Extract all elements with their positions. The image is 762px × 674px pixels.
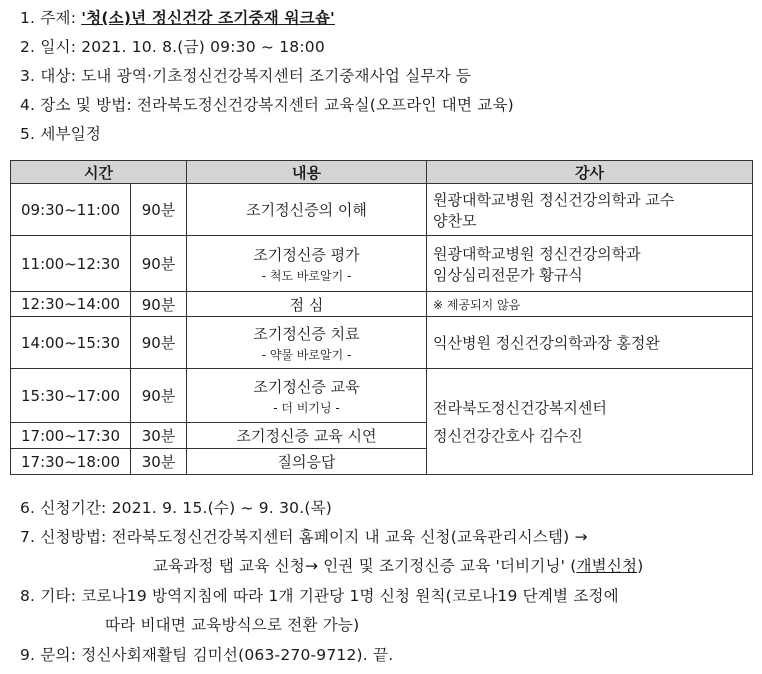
lecturer-line: 정신건강간호사 김수진 [433, 426, 583, 445]
duration-cell: 90분 [131, 184, 187, 236]
content-cell [187, 369, 427, 423]
time-cell: 12:30~14:00 [11, 292, 131, 317]
content-cell [187, 423, 427, 449]
method-line-end: ) [637, 557, 644, 575]
header-time: 시간 [11, 161, 187, 184]
duration-cell: 90분 [131, 236, 187, 292]
lecturer-line: 양찬모 [433, 211, 477, 230]
lecturer-line: 전라북도정신건강복지센터 [433, 398, 607, 417]
time-cell: 14:00~15:30 [11, 317, 131, 369]
lecturer-cell [427, 236, 753, 292]
lecturer-cell [427, 292, 753, 317]
time-cell: 09:30~11:00 [11, 184, 131, 236]
item-number: 2. [20, 38, 36, 56]
table-row [11, 184, 753, 236]
table-row [11, 369, 753, 423]
header-content: 내용 [187, 161, 427, 184]
period-text: 신청기간: 2021. 9. 15.(수) ~ 9. 30.(목) [40, 499, 332, 517]
table-row [11, 236, 753, 292]
content-title: 조기정신증 치료 [253, 324, 360, 343]
item-etc [20, 584, 619, 606]
lecturer-line: 임상심리전문가 황규식 [433, 265, 583, 284]
content-cell [187, 236, 427, 292]
content-title: 질의응답 [277, 453, 336, 471]
item-number: 7. [20, 528, 36, 546]
duration-cell: 90분 [131, 292, 187, 317]
item-number: 4. [20, 96, 36, 114]
topic-label: 주제: [40, 9, 77, 27]
etc-line: 따라 비대면 교육방식으로 전환 가능) [105, 616, 360, 634]
method-line: 교육과정 탭 교육 신청→ 인권 및 조기정신증 교육 '더비기닝' ( [153, 557, 577, 575]
content-title: 조기정신증 평가 [253, 245, 360, 264]
content-title: 점 심 [289, 295, 324, 314]
content-cell [187, 449, 427, 475]
content-title: 조기정신증의 이해 [246, 201, 367, 219]
duration-cell: 90분 [131, 317, 187, 369]
item-number: 9. [20, 646, 36, 664]
date-text: 일시: 2021. 10. 8.(금) 09:30 ~ 18:00 [40, 38, 325, 56]
item-period [20, 496, 332, 518]
individual-apply-text: 개별신청 [576, 557, 638, 575]
lecturer-cell [427, 369, 753, 475]
target-text: 대상: 도내 광역·기초정신건강복지센터 조기중재사업 실무자 등 [40, 67, 472, 85]
content-cell [187, 292, 427, 317]
time-cell: 15:30~17:00 [11, 369, 131, 423]
item-contact [20, 643, 393, 665]
item-topic [20, 6, 335, 28]
lecturer-note: ※ 제공되지 않음 [433, 297, 521, 312]
time-cell: 11:00~12:30 [11, 236, 131, 292]
item-target [20, 64, 471, 86]
lecturer-cell [427, 317, 753, 369]
content-cell [187, 317, 427, 369]
lecturer-cell [427, 184, 753, 236]
item-number: 5. [20, 125, 36, 143]
item-etc-cont [105, 613, 359, 635]
item-number: 1. [20, 9, 36, 27]
content-subtitle: - 더 비기닝 - [273, 400, 340, 415]
content-cell [187, 184, 427, 236]
item-number: 6. [20, 499, 36, 517]
lecturer-line: 원광대학교병원 정신건강의학과 교수 [433, 190, 675, 209]
etc-line: 기타: 코로나19 방역지침에 따라 1개 기관당 1명 신청 원칙(코로나19 단계별 조정에 [40, 587, 619, 605]
content-title: 조기정신증 교육 시연 [236, 427, 377, 445]
duration-cell: 30분 [131, 449, 187, 475]
lecturer-line: 원광대학교병원 정신건강의학과 [433, 244, 641, 263]
schedule-heading: 세부일정 [40, 125, 102, 143]
contact-text: 문의: 정신사회재활팀 김미선(063-270-9712). 끝. [40, 646, 394, 664]
time-cell: 17:00~17:30 [11, 423, 131, 449]
place-text: 장소 및 방법: 전라북도정신건강복지센터 교육실(오프라인 대면 교육) [40, 96, 514, 114]
item-number: 3. [20, 67, 36, 85]
item-schedule-heading [20, 122, 101, 144]
table-row [11, 317, 753, 369]
content-subtitle: - 척도 바로알기 - [261, 268, 352, 283]
content-title: 조기정신증 교육 [253, 377, 360, 396]
item-method-cont [153, 554, 643, 576]
method-line: 신청방법: 전라북도정신건강복지센터 홈페이지 내 교육 신청(교육관리시스템) → [40, 528, 588, 546]
duration-cell: 30분 [131, 423, 187, 449]
table-row [11, 292, 753, 317]
table-header-row [11, 161, 753, 184]
item-number: 8. [20, 587, 36, 605]
lecturer-line: 익산병원 정신건강의학과장 홍정완 [433, 334, 660, 352]
item-method [20, 525, 588, 547]
duration-cell: 90분 [131, 369, 187, 423]
time-cell: 17:30~18:00 [11, 449, 131, 475]
header-lecturer: 강사 [427, 161, 753, 184]
content-subtitle: - 약물 바로알기 - [261, 347, 352, 362]
item-date [20, 35, 325, 57]
item-place [20, 93, 514, 115]
schedule-table [10, 160, 753, 475]
workshop-title: '청(소)년 정신건강 조기중재 워크숍' [81, 9, 335, 27]
